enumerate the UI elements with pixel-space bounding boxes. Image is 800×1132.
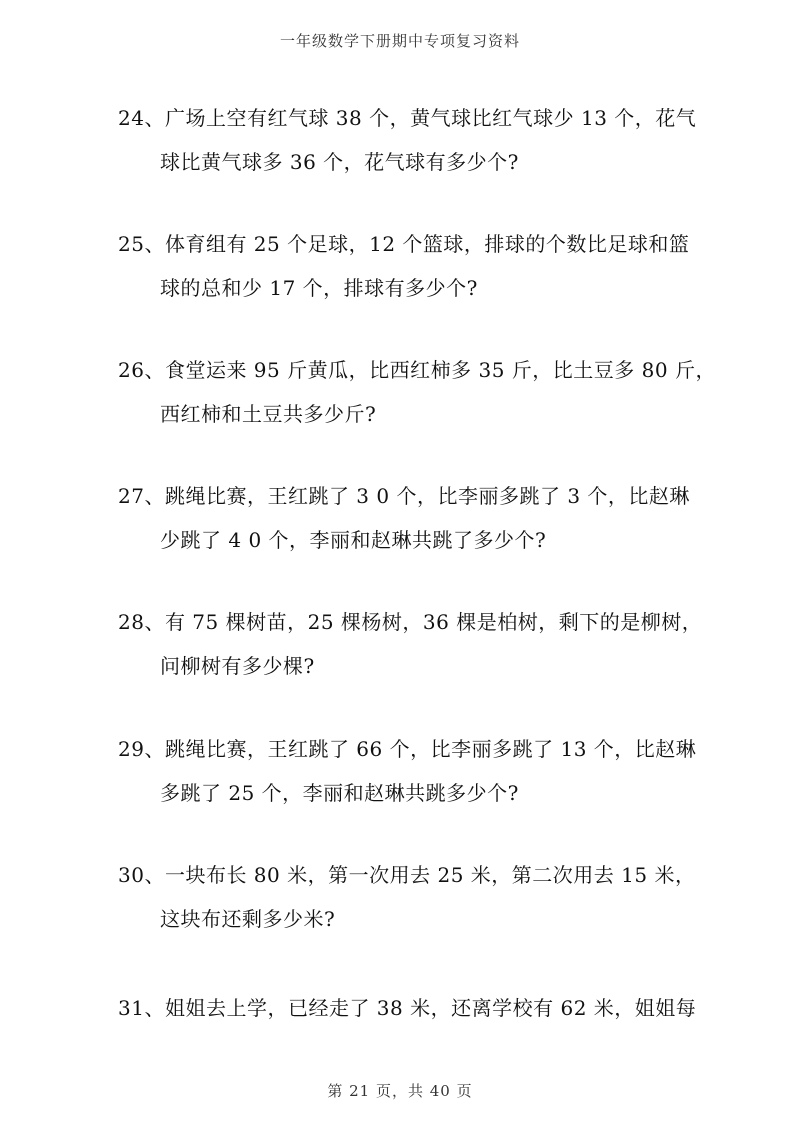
question-27	[118, 474, 718, 562]
question-31	[118, 986, 718, 1030]
question-30	[118, 853, 718, 941]
question-text: 28、有 75 棵树苗，25 棵杨树，36 棵是柏树，剩下的是柳树，	[118, 610, 703, 634]
question-text: 31、姐姐去上学，已经走了 38 米，还离学校有 62 米，姐姐每	[118, 996, 697, 1020]
question-24	[118, 96, 718, 184]
question-text: 26、食堂运来 95 斤黄瓜，比西红柿多 35 斤，比土豆多 80 斤，	[118, 358, 716, 382]
question-text-continued: 球比黄气球多 36 个，花气球有多少个?	[160, 150, 519, 174]
question-text: 24、广场上空有红气球 38 个，黄气球比红气球少 13 个，花气	[118, 106, 697, 130]
question-25	[118, 222, 718, 310]
question-text-continued: 少跳了 4 0 个，李丽和赵琳共跳了多少个?	[160, 528, 547, 552]
question-28	[118, 600, 718, 688]
page-number: 第 21 页，共 40 页	[327, 1082, 473, 1100]
question-text-continued: 球的总和少 17 个，排球有多少个?	[160, 276, 478, 300]
page-header: 一年级数学下册期中专项复习资料	[279, 32, 520, 50]
question-text-continued: 问柳树有多少棵?	[160, 654, 315, 678]
question-text-continued: 这块布还剩多少米?	[160, 907, 336, 931]
question-text: 29、跳绳比赛，王红跳了 66 个，比李丽多跳了 13 个，比赵琳	[118, 737, 697, 761]
question-text: 25、体育组有 25 个足球，12 个篮球，排球的个数比足球和篮	[118, 232, 690, 256]
question-29	[118, 727, 718, 815]
question-text-continued: 西红柿和土豆共多少斤?	[160, 402, 377, 426]
question-26	[118, 348, 718, 436]
question-text: 30、一块布长 80 米，第一次用去 25 米，第二次用去 15 米，	[118, 863, 696, 887]
question-text: 27、跳绳比赛，王红跳了 3 0 个，比李丽多跳了 3 个，比赵琳	[118, 484, 690, 508]
question-text-continued: 多跳了 25 个，李丽和赵琳共跳多少个?	[160, 781, 519, 805]
